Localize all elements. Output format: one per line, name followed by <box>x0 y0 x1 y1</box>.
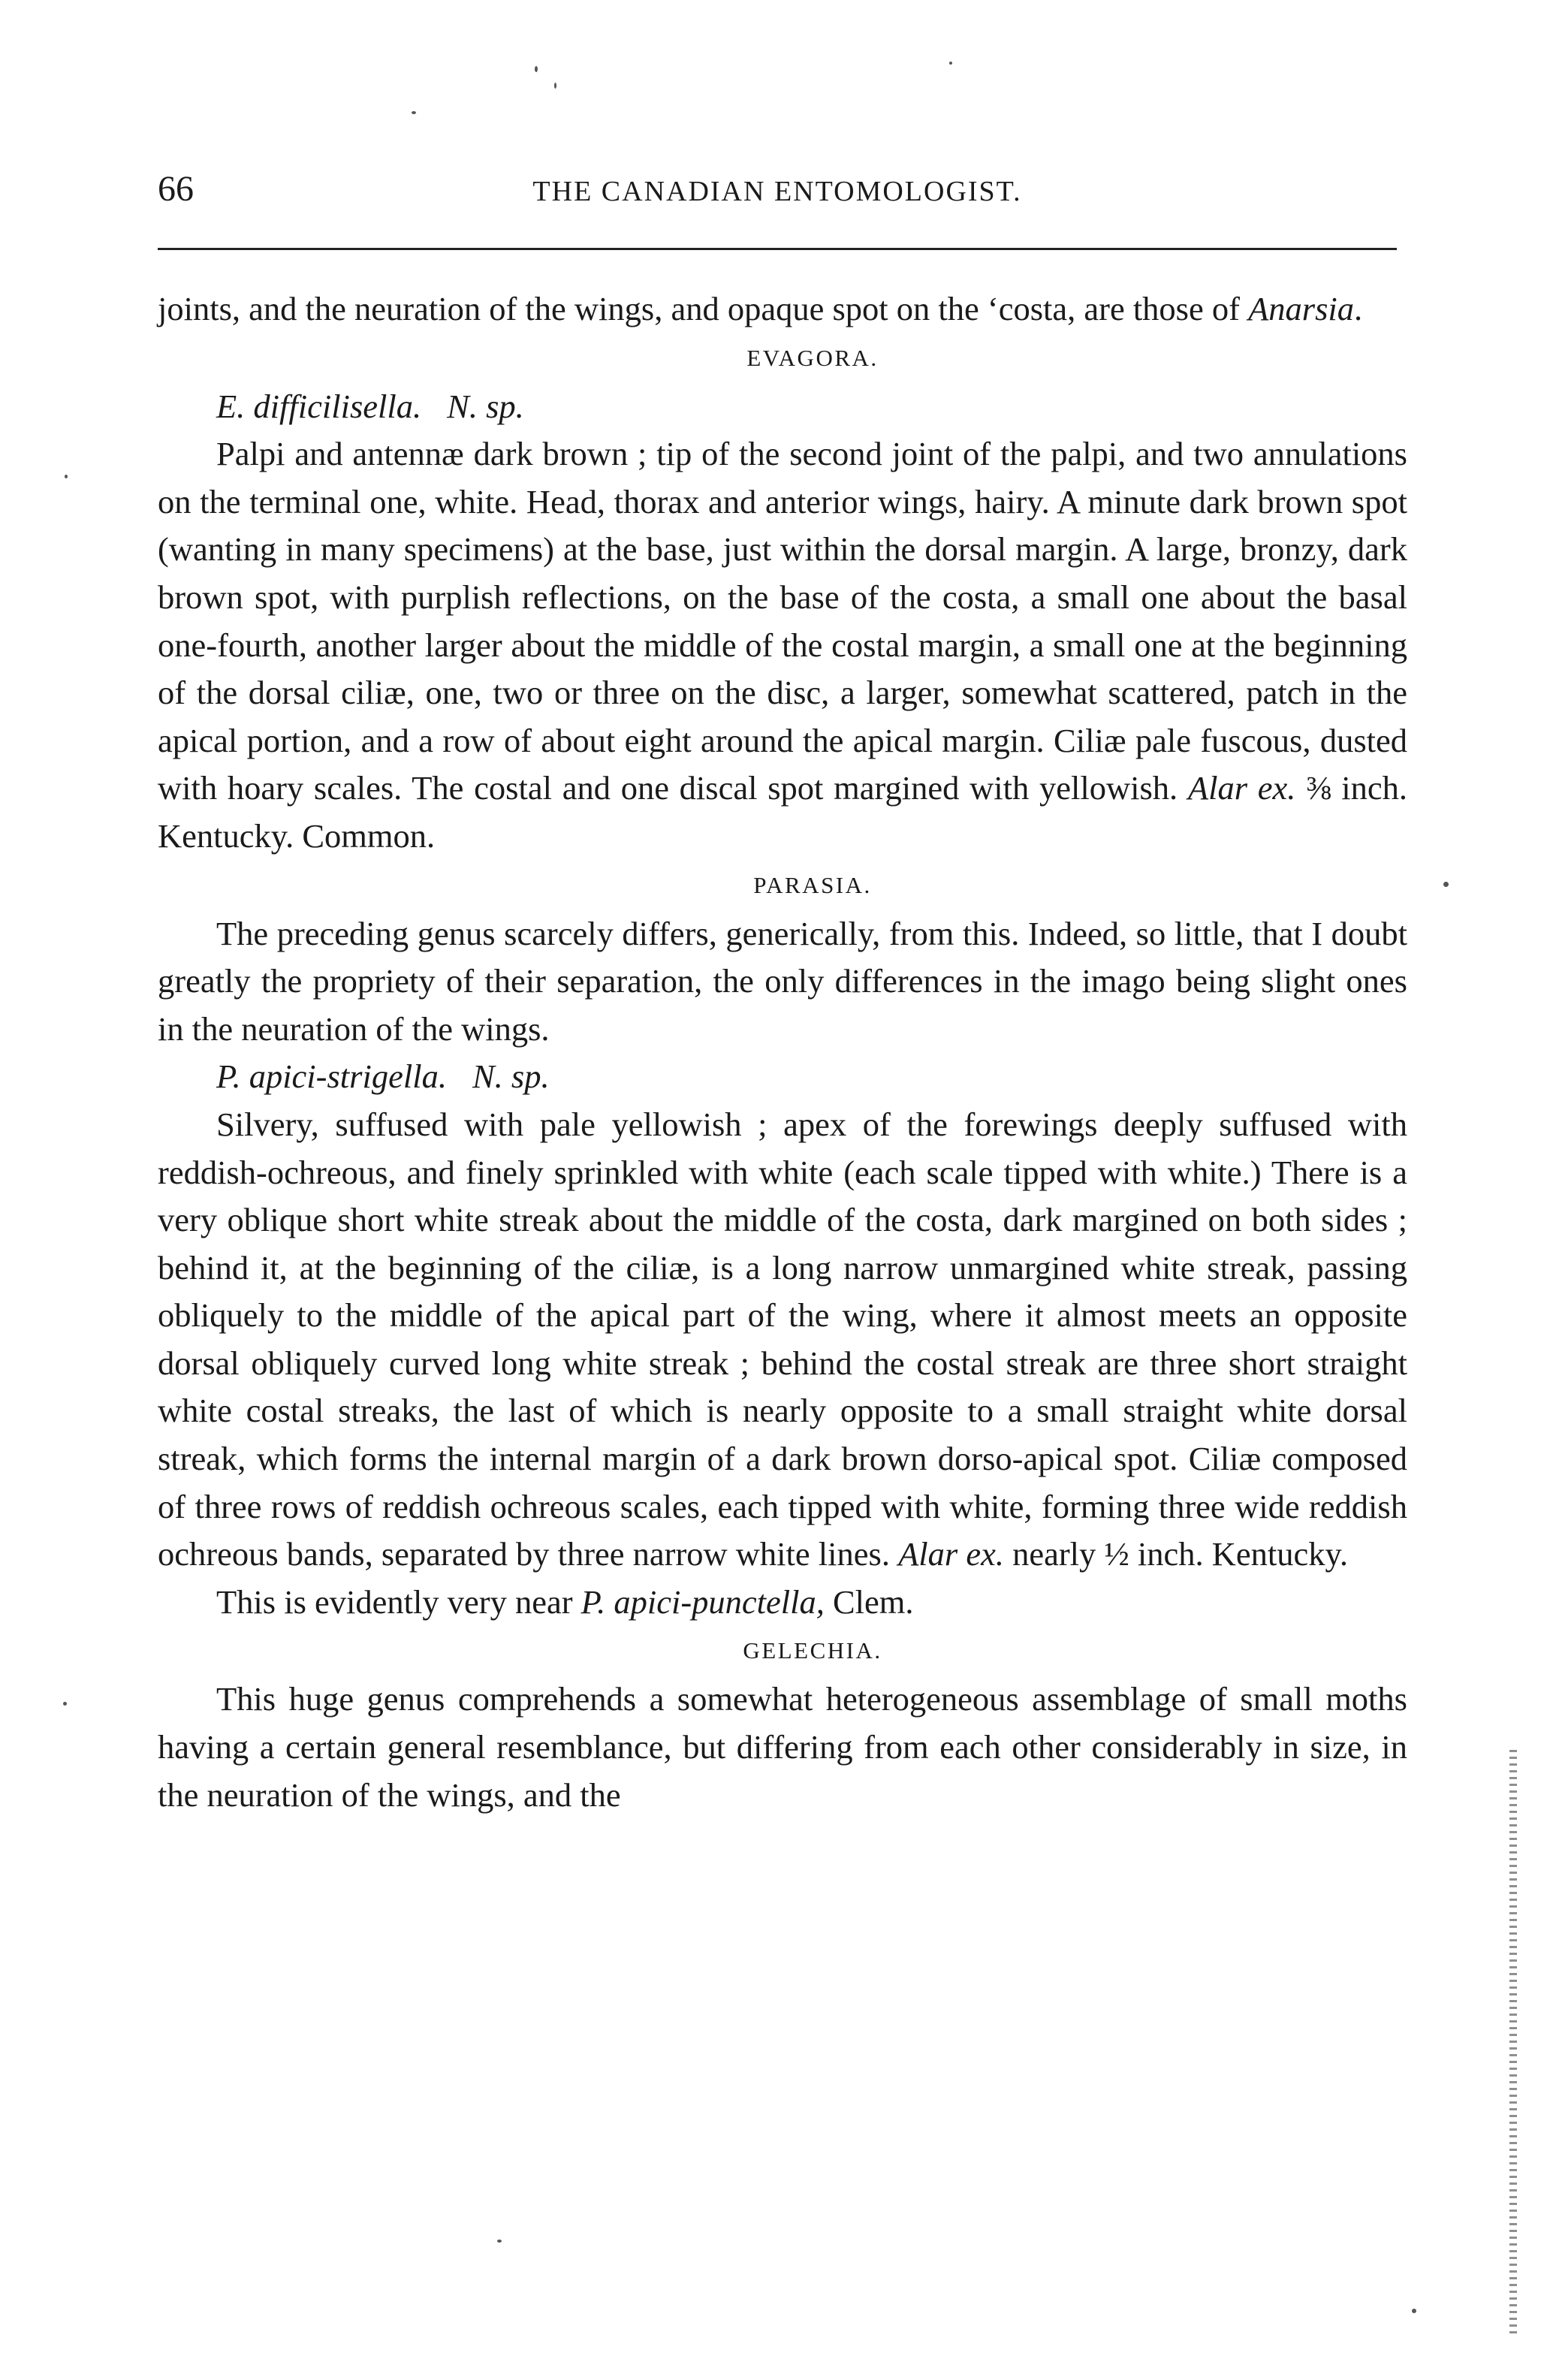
header-rule <box>158 248 1397 250</box>
genus-name-anarsia: Anarsia <box>1248 290 1355 327</box>
scan-speck <box>1412 2309 1416 2313</box>
page-number: 66 <box>158 169 194 209</box>
page-header <box>158 167 1397 219</box>
comparison-note <box>158 1579 1407 1627</box>
section-heading-parasia: PARASIA. <box>753 871 872 898</box>
description-measure: ⅜ inch. Kentucky. Common. <box>158 769 1407 855</box>
continuation-paragraph <box>158 285 1407 333</box>
note-author: Clem. <box>824 1582 914 1621</box>
description-text: Palpi and antennæ dark brown ; tip of the second joint of the palpi, and two annulations on the terminal one, white. Head, thorax and anterior wings, hairy. A minute dark brown spot (wanting in many specimens) at the base, just within the dorsal margin. A large, bronzy, dark brown spot, with purplish reflections, on the base of the costa, a small one about the basal one-fourth, another larger about the middle of the costal margin, a small one at the beginning of the dorsal ciliæ, one, two or three on the disc, a larger, somewhat scattered, patch in the apical portion, and a row of about eight around the apical margin. Ciliæ pale fuscous, dusted with hoary scales. The costal and one discal spot margined with yellowish. <box>158 435 1407 807</box>
section-heading-gelechia: GELECHIA. <box>743 1637 882 1664</box>
species-title-difficilisella <box>158 383 1407 431</box>
scan-speck <box>1443 882 1449 887</box>
continuation-text: joints, and the neuration of the wings, and opaque spot on the ‘costa, are those of <box>158 290 1249 327</box>
species-status: N. sp. <box>472 1057 550 1096</box>
genus-intro-parasia: The preceding genus scarcely differs, generically, from this. Indeed, so little, that I doubt greatly the propriety of their separation, the only differences in the imago being slight ones in the neuration of the wings. <box>158 914 1407 1048</box>
scan-speck <box>497 2240 502 2243</box>
section-heading-evagora: EVAGORA. <box>746 344 879 371</box>
scan-speck <box>554 83 556 89</box>
alar-label: Alar ex. <box>1187 769 1296 807</box>
species-status: N. sp. <box>447 387 524 425</box>
description-measure: nearly ½ inch. Kentucky. <box>1003 1535 1349 1573</box>
description-text: Silvery, suffused with pale yellowish ; apex of the forewings deeply suffused with reddish-ochreous, and finely sprinkled with white (each scale tipped with white.) There is a very oblique short white streak about the middle of the costa, dark margined on both sides ; behind it, at the beginning of the ciliæ, is a long narrow unmargined white streak, passing obliquely to the middle of the apical part of the wing, where it almost meets an opposite dorsal obliquely curved long white streak ; behind the costal streak are three short straight white costal streaks, the last of which is nearly opposite to a small straight white dorsal streak, which forms the internal margin of a dark brown dorso-apical spot. Ciliæ composed of three rows of reddish ochreous scales, each tipped with white, forming three wide reddish ochreous bands, separated by three narrow white lines. <box>158 1105 1407 1573</box>
species-description-apici-strigella <box>158 1101 1407 1579</box>
scan-speck <box>949 62 952 65</box>
body-text <box>158 285 1407 1819</box>
scan-speck <box>535 66 538 72</box>
note-species-name: P. apici-punctella, <box>580 1582 825 1621</box>
genus-intro-gelechia: This huge genus comprehends a somewhat heterogeneous assemblage of small moths having a certain general resemblance, but differing from each other considerably in size, in the neuration of the wings, and the <box>158 1680 1407 1814</box>
species-title-apici-strigella <box>158 1053 1407 1101</box>
running-title: THE CANADIAN ENTOMOLOGIST. <box>532 176 1022 207</box>
scan-speck <box>63 1702 67 1706</box>
species-name: E. difficilisella. <box>216 387 422 425</box>
species-name: P. apici-strigella. <box>216 1057 447 1096</box>
alar-label: Alar ex. <box>898 1535 1004 1573</box>
scan-edge-marks <box>1509 1750 1517 2336</box>
scan-speck <box>412 111 416 114</box>
note-text: This is evidently very near <box>216 1582 581 1621</box>
species-description-difficilisella <box>158 430 1407 860</box>
continuation-end: . <box>1354 290 1363 327</box>
scan-speck <box>65 475 68 478</box>
